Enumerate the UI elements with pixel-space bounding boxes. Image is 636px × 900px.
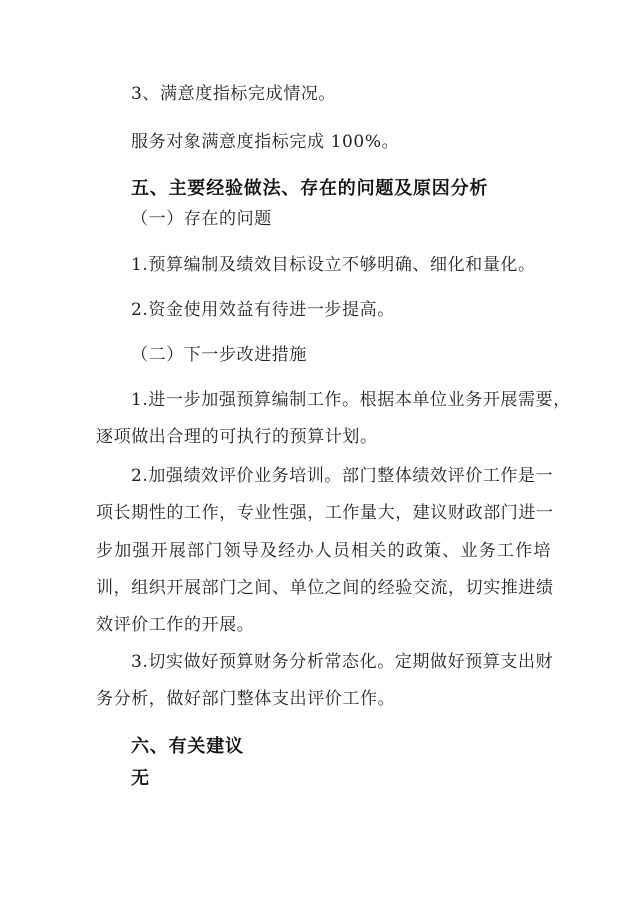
measure2-line5: 效评价工作的开展。 [96,615,255,635]
measure1-line1: 1.进一步加强预算编制工作。根据本单位业务开展需要， [131,390,571,410]
measure3-line1: 3.切实做好预算财务分析常态化。定期做好预算支出财 [131,652,554,672]
item3-title: 3、满意度指标完成情况。 [131,84,337,104]
section6-heading: 六、有关建议 [131,736,244,757]
measure3-line2: 务分析，做好部门整体支出评价工作。 [96,689,396,709]
section5-heading: 五、主要经验做法、存在的问题及原因分析 [131,178,489,199]
measure2-line1: 2.加强绩效评价业务培训。部门整体绩效评价工作是一 [131,466,554,486]
issue-2: 2.资金使用效益有待进一步提高。 [131,300,395,320]
measure2-line3: 步加强开展部门领导及经办人员相关的政策、业务工作培 [96,541,551,561]
measure2-line4: 训，组织开展部门之间、单位之间的经验交流，切实推进绩 [96,578,554,598]
subsection2-heading: （二）下一步改进措施 [131,345,307,365]
issue-1: 1.预算编制及绩效目标设立不够明确、细化和量化。 [131,255,536,275]
subsection1-heading: （一）存在的问题 [131,209,272,229]
section6-text: 无 [131,768,150,789]
measure2-line2: 项长期性的工作，专业性强，工作量大，建议财政部门进一 [96,503,554,523]
item3-text: 服务对象满意度指标完成 100%。 [131,132,400,152]
measure1-line2: 逐项做出合理的可执行的预算计划。 [96,427,378,447]
